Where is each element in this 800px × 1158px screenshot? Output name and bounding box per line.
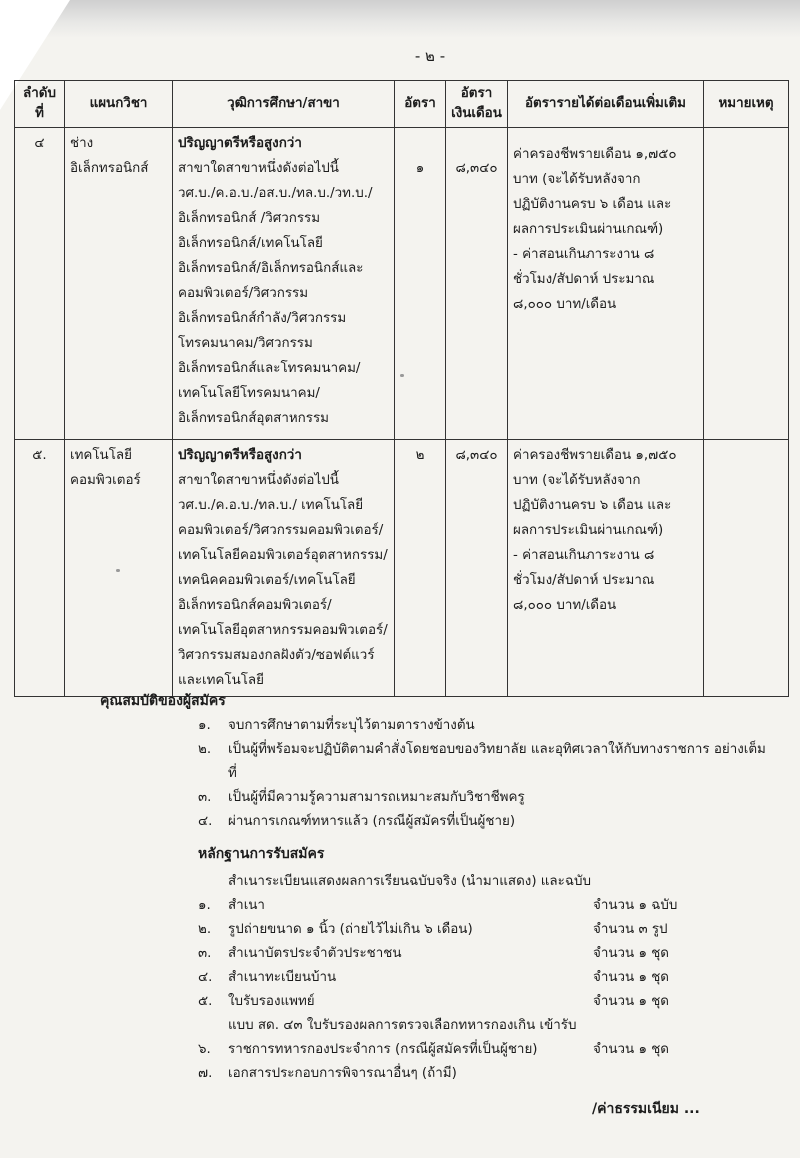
item-text: เป็นผู้ที่พร้อมจะปฏิบัติตามคำสั่งโดยชอบของวิทยาลัย และอุทิศเวลาให้กับทางราชการ อย่างเต็มที่ [228, 742, 766, 781]
item-text: สำเนาทะเบียนบ้าน [228, 970, 337, 985]
positions-table [14, 80, 789, 697]
list-item [198, 1014, 718, 1062]
list-item [198, 942, 718, 966]
item-number: ๕. [198, 994, 213, 1009]
list-item [198, 786, 768, 810]
item-number: ๔. [198, 970, 213, 985]
header-dept: แผนกวิชา [65, 81, 173, 128]
extra-line: บาท (จะได้รับหลังจาก [513, 473, 641, 488]
header-extra: อัตรารายได้ต่อเดือนเพิ่มเติม [508, 81, 704, 128]
major-line: อิเล็กทรอนิกส์ /วิศวกรรม [178, 211, 321, 226]
header-degree: วุฒิการศึกษา/สาขา [173, 81, 395, 128]
item-quantity: จำนวน ๑ ชุด [593, 994, 669, 1009]
item-quantity: จำนวน ๑ ชุด [593, 970, 669, 985]
major-line: และเทคโนโลยี [178, 673, 264, 688]
row-extra-cell [508, 128, 704, 440]
extra-line: ปฏิบัติงานครบ ๖ เดือน และ [513, 197, 672, 212]
header-salary: อัตราเงินเดือน [446, 81, 508, 128]
list-item [198, 714, 768, 738]
item-number: ๖. [198, 1042, 211, 1057]
item-text: สำเนาบัตรประจำตัวประชาชน [228, 946, 402, 961]
item-number: ๓. [198, 946, 212, 961]
major-line: อิเล็กทรอนิกส์คอมพิวเตอร์/ [178, 598, 332, 613]
table-row [15, 128, 789, 440]
row-no: ๔ [15, 128, 65, 440]
item-text: เอกสารประกอบการพิจารณาอื่นๆ (ถ้ามี) [228, 1066, 457, 1081]
item-quantity: จำนวน ๑ ชุด [593, 1042, 669, 1057]
extra-line: ๘,๐๐๐ บาท/เดือน [513, 297, 617, 312]
major-line: อิเล็กทรอนิกส์/อิเล็กทรอนิกส์และ [178, 261, 364, 276]
list-item [198, 810, 768, 834]
extra-line: ค่าครองชีพรายเดือน ๑,๗๕๐ [513, 147, 677, 162]
major-line: คอมพิวเตอร์/วิศวกรรม [178, 286, 309, 301]
item-text: ใบรับรองแพทย์ [228, 994, 315, 1009]
extra-line: - ค่าสอนเกินภาระงาน ๘ [513, 548, 655, 563]
item-number: ๗. [198, 1066, 213, 1081]
extra-line: ชั่วโมง/สัปดาห์ ประมาณ [513, 272, 655, 287]
row-note [704, 440, 789, 697]
item-number: ๒. [198, 742, 212, 757]
major-line: อิเล็กทรอนิกส์/เทคโนโลยี [178, 236, 323, 251]
item-number: ๑. [198, 898, 211, 913]
row-dept: เทคโนโลยี คอมพิวเตอร์ [65, 440, 173, 697]
list-item [198, 918, 718, 942]
item-quantity: จำนวน ๑ ฉบับ [593, 898, 678, 913]
table-header-row [15, 81, 789, 128]
item-text: แบบ สด. ๔๓ ใบรับรองผลการตรวจเลือกทหารกองเกิน เข้ารับราชการทหารกองประจำการ (กรณีผู้สมัครที่เป็นผู้ชาย) [228, 1018, 577, 1057]
major-line: อิเล็กทรอนิกส์อุตสาหกรรม [178, 411, 330, 426]
row-salary: ๘,๓๔๐ [446, 440, 508, 697]
major-line: อิเล็กทรอนิกส์และโทรคมนาคม/ [178, 361, 361, 376]
header-no: ลำดับที่ [15, 81, 65, 128]
item-text: รูปถ่ายขนาด ๑ นิ้ว (ถ่ายไว้ไม่เกิน ๖ เดือน) [228, 922, 473, 937]
extra-line: ชั่วโมง/สัปดาห์ ประมาณ [513, 573, 655, 588]
row-dept: ช่าง อิเล็กทรอนิกส์ [65, 128, 173, 440]
qualifications-title: คุณสมบัติของผู้สมัคร [100, 693, 226, 709]
extra-line: บาท (จะได้รับหลังจาก [513, 172, 641, 187]
documents-title: หลักฐานการรับสมัคร [198, 846, 325, 862]
row-extra-cell [508, 440, 704, 697]
item-text: สำเนาระเบียนแสดงผลการเรียนฉบับจริง (นำมาแสดง) และฉบับสำเนา [228, 874, 591, 913]
degree-level: ปริญญาตรีหรือสูงกว่า [178, 136, 302, 151]
major-line: โทรคมนาคม/วิศวกรรม [178, 336, 313, 351]
major-line: เทคโนโลยีคอมพิวเตอร์อุตสาหกรรม/ [178, 548, 388, 563]
major-line: วศ.บ./ค.อ.บ./อส.บ./ทล.บ./วท.บ./ [178, 186, 373, 201]
qualifications-list [198, 714, 768, 834]
row-count: ๑ [395, 128, 446, 440]
item-number: ๒. [198, 922, 212, 937]
item-text: เป็นผู้ที่มีความรู้ความสามารถเหมาะสมกับวิชาชีพครู [228, 790, 525, 805]
major-line: สาขาใดสาขาหนึ่งดังต่อไปนี้ [178, 473, 339, 488]
list-item [198, 870, 718, 918]
row-no: ๕. [15, 440, 65, 697]
header-note: หมายเหตุ [704, 81, 789, 128]
header-count: อัตรา [395, 81, 446, 128]
major-line: คอมพิวเตอร์/วิศวกรรมคอมพิวเตอร์/ [178, 523, 384, 538]
degree-level: ปริญญาตรีหรือสูงกว่า [178, 448, 302, 463]
list-item [198, 990, 718, 1014]
extra-line: - ค่าสอนเกินภาระงาน ๘ [513, 247, 655, 262]
item-quantity: จำนวน ๑ ชุด [593, 946, 669, 961]
item-text: ผ่านการเกณฑ์ทหารแล้ว (กรณีผู้สมัครที่เป็นผู้ชาย) [228, 814, 516, 829]
item-number: ๑. [198, 718, 211, 733]
extra-line: ผลการประเมินผ่านเกณฑ์) [513, 523, 664, 538]
documents-list [198, 870, 718, 1086]
row-degree-cell [173, 440, 395, 697]
table-row [15, 440, 789, 697]
row-salary: ๘,๓๔๐ [446, 128, 508, 440]
major-line: เทคโนโลยีโทรคมนาคม/ [178, 386, 320, 401]
major-line: วศ.บ./ค.อ.บ./ทล.บ./ เทคโนโลยี [178, 498, 364, 513]
continuation-footer: /ค่าธรรมเนียม ... [592, 1101, 700, 1117]
extra-line: ผลการประเมินผ่านเกณฑ์) [513, 222, 664, 237]
extra-line: ๘,๐๐๐ บาท/เดือน [513, 598, 617, 613]
row-note [704, 128, 789, 440]
major-line: อิเล็กทรอนิกส์กำลัง/วิศวกรรม [178, 311, 347, 326]
extra-line: ค่าครองชีพรายเดือน ๑,๗๕๐ [513, 448, 677, 463]
list-item [198, 738, 768, 786]
item-number: ๓. [198, 790, 212, 805]
list-item [198, 966, 718, 990]
item-number: ๔. [198, 814, 213, 829]
major-line: สาขาใดสาขาหนึ่งดังต่อไปนี้ [178, 161, 339, 176]
list-item [198, 1062, 718, 1086]
item-quantity: จำนวน ๓ รูป [593, 922, 668, 937]
row-count: ๒ [395, 440, 446, 697]
scan-top-shadow [0, 0, 800, 38]
row-degree-cell [173, 128, 395, 440]
item-text: จบการศึกษาตามที่ระบุไว้ตามตารางข้างต้น [228, 718, 475, 733]
extra-line: ปฏิบัติงานครบ ๖ เดือน และ [513, 498, 672, 513]
major-line: วิศวกรรมสมองกลฝังตัว/ซอฟต์แวร์ [178, 648, 375, 663]
page-number: - ๒ - [414, 47, 446, 65]
major-line: เทคนิคคอมพิวเตอร์/เทคโนโลยี [178, 573, 356, 588]
major-line: เทคโนโลยีอุตสาหกรรมคอมพิวเตอร์/ [178, 623, 388, 638]
